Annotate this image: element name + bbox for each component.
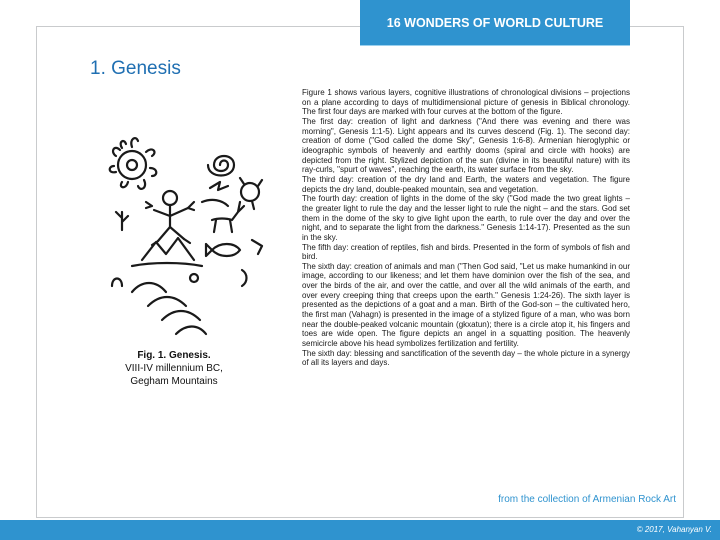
- body-paragraph: The sixth day: creation of animals and man ("Then God said, "Let us make humankind in our image, according to our likeness; and let them have dominion over the fish of the sea, and over the birds of the air, and over the cattle, and over all the wild animals of the earth, and over every creeping thing that creeps upon the earth." Genesis 1:24-26). The sixth layer is presented as the depictions of a goat and a man. Birth of the God-son – the cultivated hero, the first man (Vahagn) is presented in the image of a stylized figure of a man, who was born near the double-peaked volcanic mountain (gkxatun); there is a circle atop it, his fingers and toes are wide open. The figure depicts an angel in a squatting position. The heavenly semicircle above his head symbolizes fertilization and fertility.: [302, 261, 630, 349]
- body-paragraph: The third day: creation of the dry land and Earth, the waters and vegetation. The figure depicts the dry land, double-peaked mountain, sea and vegetation.: [302, 174, 630, 194]
- caption-place: Gegham Mountains: [130, 376, 218, 387]
- banner-title: 16 WONDERS OF WORLD CULTURE: [386, 15, 604, 30]
- slide-title: 1. Genesis: [90, 58, 181, 79]
- caption-title: Fig. 1. Genesis.: [137, 350, 211, 361]
- source-note: from the collection of Armenian Rock Art: [498, 494, 676, 505]
- footer-bar: [0, 520, 720, 540]
- rock-art-figure: [92, 110, 292, 350]
- copyright-text: © 2017, Vahanyan V.: [636, 525, 712, 534]
- body-text: [302, 88, 630, 368]
- header-banner: [360, 0, 630, 46]
- body-paragraph: The fourth day: creation of lights in the dome of the sky ("God made the two great lights – the greater light to rule the day and the lesser light to rule the night – and the stars. God set them in the dome of the sky to give light upon the earth, to rule over the day and over the night, and to separate the light from the darkness." Genesis 1:14-17). Presented as the sun in the sky.: [302, 194, 630, 242]
- body-paragraph: Figure 1 shows various layers, cognitive illustrations of chronological divisions – projections on a plane according to days of multidimensional picture of genesis in Biblical chronology. The first four days are marked with four curves at the bottom of the figure.: [302, 88, 630, 117]
- body-paragraph: The sixth day: blessing and sanctification of the seventh day – the whole picture in a synergy of all its layers and days.: [302, 348, 630, 368]
- figure-caption: [104, 349, 244, 388]
- caption-period: VIII-IV millennium BC,: [125, 363, 223, 374]
- body-paragraph: The fifth day: creation of reptiles, fish and birds. Presented in the form of symbols of fish and bird.: [302, 242, 630, 262]
- body-paragraph: The first day: creation of light and darkness ("And there was evening and there was morning", Genesis 1:1-5). Light appears and its curves descend (Fig. 1). The second day: creation of dome ("God called the dome Sky", Genesis 1:6-8). Armenian hieroglyphic or ideographic symbols of heavenly and earthly dooms (spiral and circle with hooks) are depicted from the right. Stylized depiction of the sun (divine in its beautiful nature) with its ray-curls, "spurt of waves", reaching the earth, its water surface from the sky.: [302, 116, 630, 175]
